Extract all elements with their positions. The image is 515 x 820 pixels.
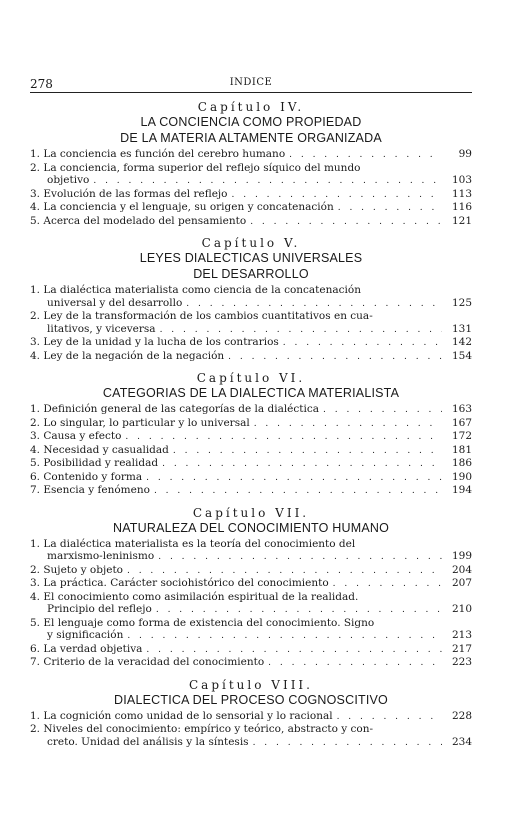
- toc-entry-text: 3. La práctica. Carácter sociohistórico del conocimiento: [30, 577, 329, 589]
- toc-page-number: 125: [451, 296, 472, 309]
- dot-leader: [323, 404, 442, 417]
- toc-entry-text: universal y del desarrollo: [47, 296, 183, 309]
- chapter-label: Capítulo V.: [201, 236, 301, 250]
- toc-entry: [30, 417, 472, 431]
- toc-page-number: 172: [451, 430, 472, 442]
- toc-entry-line: [30, 188, 472, 202]
- toc-entry-text: 4. El conocimiento como asimilación espiritual de la realidad.: [30, 590, 359, 603]
- toc-entry: [30, 336, 472, 350]
- toc-entry-text: 5. El lenguaje como forma de existencia del conocimiento. Signo: [30, 616, 375, 629]
- dot-leader: [333, 578, 442, 591]
- toc-entry-line: [30, 457, 472, 471]
- dot-leader: [289, 149, 442, 162]
- toc-page-number: 181: [451, 443, 472, 456]
- toc-page-number: 223: [451, 656, 472, 668]
- dot-leader: [146, 644, 442, 657]
- toc-entry-line: [30, 162, 472, 175]
- dot-leader: [186, 298, 442, 311]
- toc-entry: [30, 538, 472, 564]
- toc-page-number: 154: [451, 349, 472, 362]
- toc-entry: [30, 284, 472, 310]
- toc-entry-text: 2. Sujeto y objeto: [30, 563, 123, 576]
- toc-page-number: 228: [451, 709, 472, 722]
- toc-entry: [30, 723, 472, 749]
- toc-entry-text: 3. Causa y efecto: [30, 430, 122, 442]
- dot-leader: [254, 418, 442, 431]
- toc-entry-text: objetivo: [47, 174, 90, 186]
- toc-page-number: 204: [451, 563, 472, 576]
- toc-entry-line: [30, 484, 472, 498]
- toc-entry-text: marxismo-leninismo: [47, 550, 155, 562]
- chapter-title: DEL DESARROLLO: [193, 267, 309, 281]
- toc-entry-line: [30, 323, 472, 337]
- table-of-contents: [30, 100, 472, 749]
- toc-page-number: 163: [451, 403, 472, 415]
- running-head: [30, 72, 472, 93]
- toc-entry-text: 3. Ley de la unidad y la lucha de los contrarios: [30, 336, 279, 348]
- dot-leader: [158, 551, 442, 564]
- dot-leader: [173, 445, 442, 458]
- toc-entry-text: 4. Necesidad y casualidad: [30, 443, 169, 456]
- toc-entry-text: 1. La cognición como unidad de lo sensorial y lo racional: [30, 709, 333, 722]
- toc-entry-line: [30, 444, 472, 458]
- chapter-title: DE LA MATERIA ALTAMENTE ORGANIZADA: [120, 131, 382, 145]
- chapter-label: Capítulo IV.: [197, 100, 305, 114]
- toc-page-number: 113: [451, 187, 472, 200]
- toc-entry-text: 1. La dialéctica materialista es la teoría del conocimiento del: [30, 537, 356, 550]
- toc-entry: [30, 444, 472, 458]
- chapter-label: Capítulo VII.: [192, 505, 310, 520]
- toc-entry-text: 4. Ley de la negación de la negación: [30, 349, 225, 362]
- dot-leader: [337, 711, 442, 724]
- toc-entry-line: [30, 550, 472, 564]
- toc-page-number: 194: [451, 484, 472, 496]
- toc-entry-line: [30, 629, 472, 643]
- toc-entry-line: [30, 284, 472, 297]
- toc-entry-line: [30, 577, 472, 591]
- toc-entry-line: [30, 350, 472, 364]
- toc-page-number: 213: [451, 629, 472, 641]
- toc-entry: [30, 643, 472, 657]
- toc-page-number: 142: [451, 336, 472, 348]
- chapter-title: LA CONCIENCIA COMO PROPIEDAD: [140, 115, 362, 129]
- dot-leader: [162, 458, 442, 471]
- toc-entry: [30, 656, 472, 670]
- toc-page-number: 186: [451, 457, 472, 469]
- toc-page-number: 167: [451, 416, 472, 429]
- toc-entry-line: [30, 603, 472, 617]
- toc-entry-text: 7. Esencia y fenómeno: [30, 484, 150, 496]
- toc-entry: [30, 188, 472, 202]
- toc-entry-line: [30, 215, 472, 229]
- toc-entry: [30, 215, 472, 229]
- toc-entry: [30, 403, 472, 417]
- toc-entry-text: 2. Niveles del conocimiento: empírico y teórico, abstracto y con-: [30, 723, 374, 735]
- toc-entry-line: [30, 471, 472, 485]
- toc-entry-text: y significación: [47, 629, 124, 641]
- toc-entry: [30, 710, 472, 724]
- dot-leader: [253, 737, 442, 750]
- dot-leader: [93, 175, 442, 188]
- toc-entry-text: 6. La verdad objetiva: [30, 642, 143, 655]
- toc-page-number: 190: [451, 470, 472, 483]
- toc-entry-text: 2. Ley de la transformación de los cambios cuantitativos en cua-: [30, 310, 373, 322]
- dot-leader: [154, 485, 442, 498]
- toc-entry-line: [30, 564, 472, 578]
- toc-entry-line: [30, 201, 472, 215]
- toc-entry-line: [30, 710, 472, 724]
- dot-leader: [268, 657, 442, 670]
- toc-page-number: 210: [451, 603, 472, 615]
- toc-entry: [30, 201, 472, 215]
- running-title: INDICE: [229, 77, 273, 88]
- toc-entry: [30, 457, 472, 471]
- chapter-title: NATURALEZA DEL CONOCIMIENTO HUMANO: [112, 520, 390, 535]
- toc-entry-line: [30, 723, 472, 736]
- dot-leader: [250, 216, 442, 229]
- toc-entry-line: [30, 297, 472, 311]
- toc-entry-text: 5. Acerca del modelado del pensamiento: [30, 214, 247, 227]
- dot-leader: [146, 472, 442, 485]
- dot-leader: [283, 337, 442, 350]
- toc-entry-line: [30, 643, 472, 657]
- toc-entry: [30, 617, 472, 643]
- toc-entry-line: [30, 736, 472, 750]
- toc-entry-text: litativos, y viceversa: [47, 322, 156, 335]
- toc-entry: [30, 471, 472, 485]
- toc-entry: [30, 310, 472, 336]
- chapter-title: LEYES DIALECTICAS UNIVERSALES: [139, 251, 363, 265]
- toc-entry-line: [30, 430, 472, 444]
- toc-page-number: 234: [451, 735, 472, 748]
- toc-entry-text: 4. La conciencia y el lenguaje, su origen y concatenación: [30, 201, 334, 213]
- dot-leader: [127, 630, 442, 643]
- toc-entry-line: [30, 148, 472, 162]
- toc-entry-text: 2. Lo singular, lo particular y lo universal: [30, 416, 250, 429]
- toc-entry: [30, 484, 472, 498]
- toc-entry: [30, 148, 472, 162]
- toc-entry-line: [30, 538, 472, 551]
- toc-entry: [30, 564, 472, 578]
- dot-leader: [125, 431, 442, 444]
- dot-leader: [228, 351, 442, 364]
- toc-page-number: 99: [458, 148, 472, 160]
- dot-leader: [338, 202, 442, 215]
- toc-entry-line: [30, 310, 472, 323]
- toc-entry: [30, 577, 472, 591]
- toc-entry: [30, 162, 472, 188]
- toc-entry-text: 6. Contenido y forma: [30, 470, 143, 483]
- toc-page-number: 207: [451, 577, 472, 589]
- toc-page-number: 217: [451, 642, 472, 655]
- toc-entry-line: [30, 174, 472, 188]
- dot-leader: [232, 189, 442, 202]
- toc-entry-line: [30, 336, 472, 350]
- toc-entry-text: 3. Evolución de las formas del reflejo: [30, 187, 228, 200]
- toc-entry-line: [30, 656, 472, 670]
- toc-entry-text: 1. Definición general de las categorías de la dialéctica: [30, 403, 319, 415]
- toc-entry-line: [30, 617, 472, 630]
- chapter-label: Capítulo VI.: [196, 371, 306, 385]
- chapter-title: CATEGORIAS DE LA DIALECTICA MATERIALISTA: [102, 386, 400, 400]
- toc-page-number: 116: [451, 201, 472, 213]
- toc-entry-line: [30, 417, 472, 431]
- toc-page-number: 103: [451, 174, 472, 186]
- toc-page-number: 199: [451, 550, 472, 562]
- chapter-title: DIALECTICA DEL PROCESO COGNOSCITIVO: [114, 692, 388, 707]
- toc-entry: [30, 591, 472, 617]
- dot-leader: [127, 565, 442, 578]
- toc-page-number: 121: [451, 214, 472, 227]
- page-number: 278: [30, 77, 53, 91]
- toc-entry-text: 5. Posibilidad y realidad: [30, 457, 159, 469]
- chapter-label: Capítulo VIII.: [189, 677, 313, 692]
- toc-entry-text: creto. Unidad del análisis y la síntesis: [47, 735, 249, 748]
- toc-page-number: 131: [451, 322, 472, 335]
- toc-entry-line: [30, 403, 472, 417]
- toc-entry-text: 2. La conciencia, forma superior del reflejo síquico del mundo: [30, 161, 361, 174]
- toc-entry-line: [30, 591, 472, 604]
- dot-leader: [156, 604, 442, 617]
- toc-entry: [30, 350, 472, 364]
- toc-entry-text: 1. La dialéctica materialista como ciencia de la concatenación: [30, 284, 361, 296]
- toc-entry: [30, 430, 472, 444]
- toc-entry-text: 1. La conciencia es función del cerebro humano: [30, 148, 286, 160]
- dot-leader: [160, 324, 442, 337]
- toc-entry-text: 7. Criterio de la veracidad del conocimiento: [30, 656, 265, 668]
- toc-entry-text: Principio del reflejo: [47, 603, 152, 615]
